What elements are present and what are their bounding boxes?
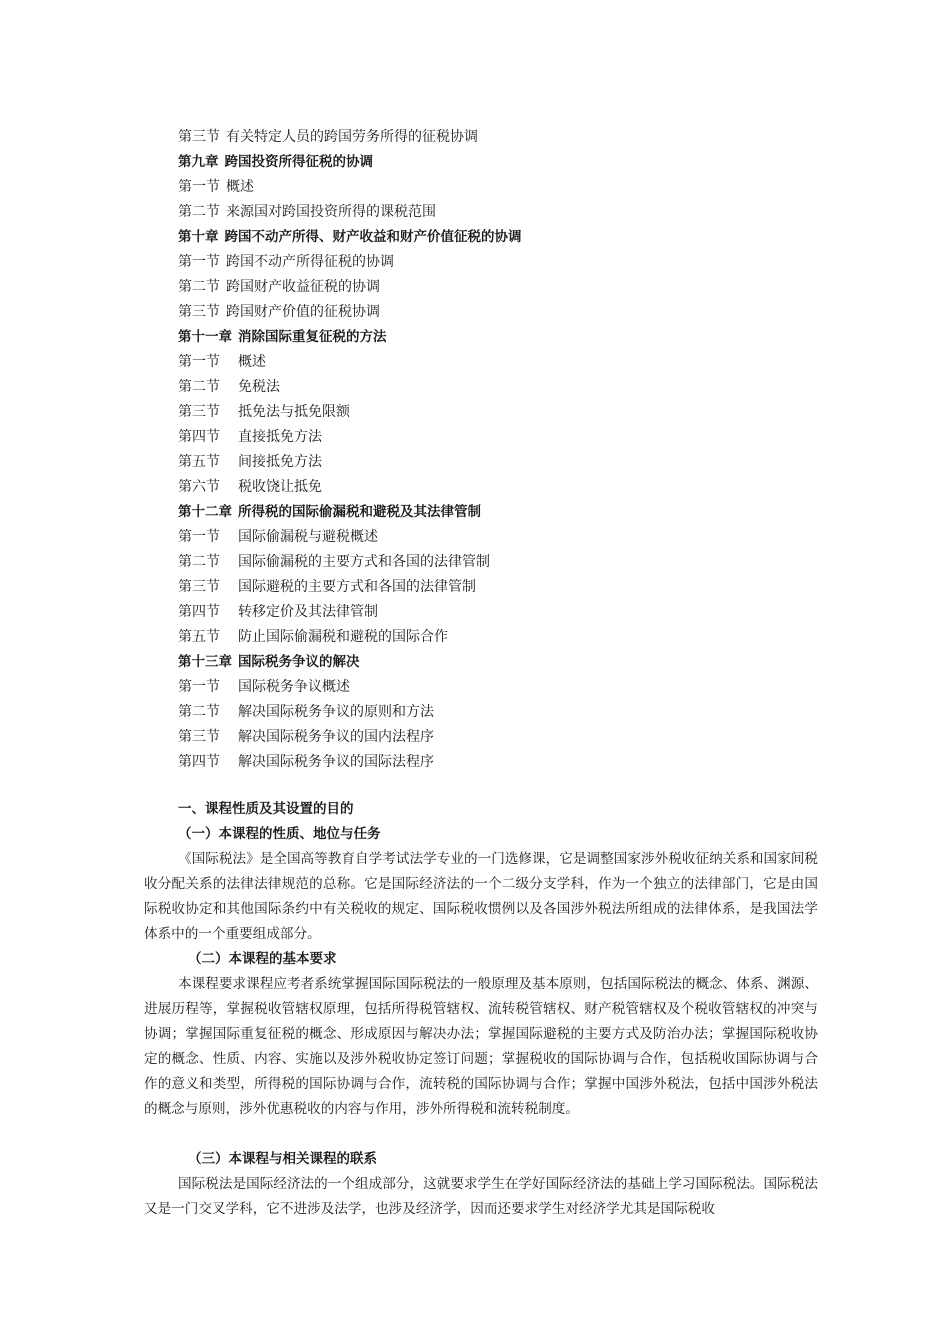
- toc-section-label: 第二节: [178, 554, 220, 570]
- toc-section: [178, 400, 818, 425]
- toc-chapter-title: 所得税的国际偷漏税和避税及其法律管制: [238, 504, 481, 520]
- toc-section: [178, 600, 818, 625]
- toc-section-title: 解决国际税务争议的国际法程序: [238, 754, 434, 770]
- toc-section-label: 第三节: [178, 579, 220, 595]
- toc-chapter-title: 跨国不动产所得、财产收益和财产价值征税的协调: [224, 229, 522, 245]
- toc-section-label: 第五节: [178, 629, 220, 645]
- toc-chapter-title: 消除国际重复征税的方法: [238, 329, 387, 345]
- toc-section: [178, 375, 818, 400]
- toc-section: [178, 450, 818, 475]
- section-heading-course-nature: 一、课程性质及其设置的目的: [178, 801, 354, 817]
- table-of-contents: [178, 125, 818, 775]
- toc-section-title: 转移定价及其法律管制: [238, 604, 378, 620]
- toc-section: [178, 675, 818, 700]
- toc-chapter-label: 第九章: [178, 154, 219, 170]
- course-description: [144, 797, 818, 1222]
- toc-section-title: 概述: [238, 354, 266, 370]
- toc-section-title: 概述: [226, 179, 254, 195]
- toc-section: [178, 275, 818, 300]
- toc-section: [178, 525, 818, 550]
- toc-section-label: 第四节: [178, 754, 220, 770]
- toc-section-title: 国际避税的主要方式和各国的法律管制: [238, 579, 476, 595]
- subheading-related-courses: （三）本课程与相关课程的联系: [188, 1151, 377, 1167]
- toc-chapter: [178, 500, 818, 525]
- toc-section-label: 第二节: [178, 379, 220, 395]
- toc-section: [178, 250, 818, 275]
- toc-section-title: 跨国不动产所得征税的协调: [226, 254, 394, 270]
- toc-chapter: [178, 650, 818, 675]
- toc-chapter-title: 跨国投资所得征税的协调: [224, 154, 373, 170]
- toc-section-title: 来源国对跨国投资所得的课税范围: [226, 204, 436, 220]
- toc-section-label: 第六节: [178, 479, 220, 495]
- paragraph-related-courses: 国际税法是国际经济法的一个组成部分，这就要求学生在学好国际经济法的基础上学习国际税法。国际税法又是一门交叉学科，它不进涉及法学，也涉及经济学，因而还要求学生对经济学尤其是国际税收: [144, 1176, 818, 1217]
- toc-section-title: 跨国财产价值的征税协调: [226, 304, 380, 320]
- toc-section-label: 第四节: [178, 604, 220, 620]
- toc-chapter: [178, 225, 818, 250]
- toc-section-label: 第四节: [178, 429, 220, 445]
- toc-section-title: 税收饶让抵免: [238, 479, 322, 495]
- toc-section-label: 第二节: [178, 704, 220, 720]
- toc-section-title: 防止国际偷漏税和避税的国际合作: [238, 629, 448, 645]
- toc-section-title: 间接抵免方法: [238, 454, 322, 470]
- toc-section: [178, 575, 818, 600]
- toc-section: [178, 350, 818, 375]
- toc-section-label: 第五节: [178, 454, 220, 470]
- toc-chapter: [178, 150, 818, 175]
- toc-section: [178, 750, 818, 775]
- toc-section: [178, 475, 818, 500]
- toc-section-label: 第一节: [178, 254, 220, 270]
- toc-section-label: 第一节: [178, 354, 220, 370]
- toc-section-label: 第二节: [178, 204, 220, 220]
- toc-section-label: 第一节: [178, 179, 220, 195]
- toc-section-title: 直接抵免方法: [238, 429, 322, 445]
- toc-section: [178, 200, 818, 225]
- toc-chapter-title: 国际税务争议的解决: [238, 654, 360, 670]
- toc-section-title: 国际税务争议概述: [238, 679, 350, 695]
- toc-section: [178, 625, 818, 650]
- toc-chapter-label: 第十二章: [178, 504, 232, 520]
- toc-section: [178, 425, 818, 450]
- toc-section-label: 第一节: [178, 679, 220, 695]
- toc-section-title: 免税法: [238, 379, 280, 395]
- toc-chapter: [178, 325, 818, 350]
- toc-section: [178, 550, 818, 575]
- toc-chapter-label: 第十一章: [178, 329, 232, 345]
- toc-section-label: 第三节: [178, 304, 220, 320]
- toc-section-title: 国际偷漏税与避税概述: [238, 529, 378, 545]
- paragraph-nature: 《国际税法》是全国高等教育自学考试法学专业的一门选修课，它是调整国家涉外税收征纳关系和国家间税收分配关系的法律法律规范的总称。它是国际经济法的一个二级分支学科，作为一个独立的法律部门，它是由国际税收协定和其他国际条约中有关税收的规定、国际税收惯例以及各国涉外税法所组成的法律体系，是我国法学体系中的一个重要组成部分。: [144, 851, 818, 942]
- paragraph-requirements: 本课程要求课程应考者系统掌握国际国际税法的一般原理及基本原则，包括国际税法的概念、体系、渊源、进展历程等，掌握税收管辖权原理，包括所得税管辖权、流转税管辖权、财产税管辖权及个税收管辖权的冲突与协调；掌握国际重复征税的概念、形成原因与解决办法；掌握国际避税的主要方式及防治办法；掌握国际税收协定的概念、性质、内容、实施以及涉外税收协定签订问题；掌握税收的国际协调与合作，包括税收国际协调与合作的意义和类型，所得税的国际协调与合作，流转税的国际协调与合作；掌握中国涉外税法，包括中国涉外税法的概念与原则，涉外优惠税收的内容与作用，涉外所得税和流转税制度。: [144, 976, 818, 1117]
- subheading-nature-status-task: （一）本课程的性质、地位与任务: [178, 826, 381, 842]
- toc-section-title: 国际偷漏税的主要方式和各国的法律管制: [238, 554, 490, 570]
- toc-section-title: 解决国际税务争议的原则和方法: [238, 704, 434, 720]
- toc-section-title: 抵免法与抵免限额: [238, 404, 350, 420]
- toc-section: [178, 700, 818, 725]
- subheading-basic-requirements: （二）本课程的基本要求: [188, 951, 337, 967]
- toc-section: [178, 125, 818, 150]
- toc-section-label: 第一节: [178, 529, 220, 545]
- toc-section-title: 有关特定人员的跨国劳务所得的征税协调: [226, 129, 478, 145]
- toc-section-label: 第三节: [178, 729, 220, 745]
- spacer: [144, 1122, 818, 1147]
- toc-section-label: 第三节: [178, 129, 220, 145]
- toc-section: [178, 175, 818, 200]
- toc-chapter-label: 第十章: [178, 229, 219, 245]
- toc-section-title: 解决国际税务争议的国内法程序: [238, 729, 434, 745]
- toc-section: [178, 300, 818, 325]
- toc-section-title: 跨国财产收益征税的协调: [226, 279, 380, 295]
- toc-section-label: 第二节: [178, 279, 220, 295]
- toc-section: [178, 725, 818, 750]
- toc-section-label: 第三节: [178, 404, 220, 420]
- toc-chapter-label: 第十三章: [178, 654, 232, 670]
